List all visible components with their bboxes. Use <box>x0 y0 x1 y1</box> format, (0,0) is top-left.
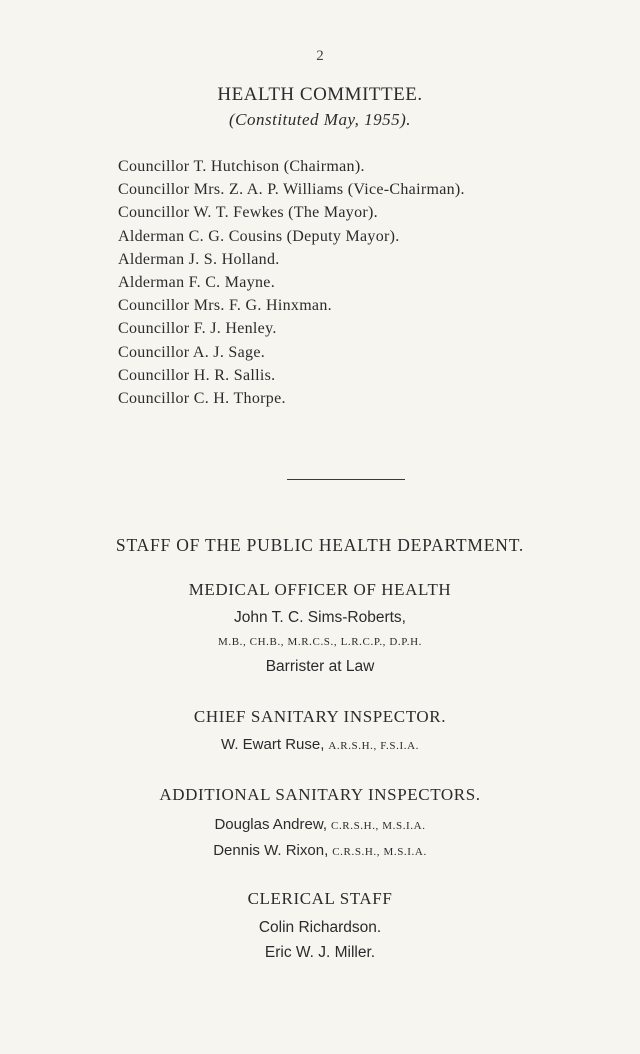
clerical-person: Colin Richardson. <box>258 919 382 936</box>
list-item: Alderman J. S. Holland. <box>118 250 280 268</box>
list-item: Councillor Mrs. F. G. Hinxman. <box>118 297 332 315</box>
list-item: Councillor W. T. Fewkes (The Mayor). <box>118 204 378 222</box>
moh-qualifications: M.B., CH.B., M.R.C.S., L.R.C.P., D.P.H. <box>217 636 423 648</box>
section-divider <box>287 479 405 480</box>
committee-members-list <box>118 155 465 410</box>
list-item: Alderman F. C. Mayne. <box>118 273 275 291</box>
inspector-name: Douglas Andrew, <box>214 816 328 833</box>
inspector-qualifications: C.R.S.H., M.S.I.A. <box>331 820 426 832</box>
chief-inspector-qualifications: A.R.S.H., F.S.I.A. <box>328 740 419 752</box>
inspector-line <box>0 842 640 860</box>
additional-inspectors-heading: ADDITIONAL SANITARY INSPECTORS. <box>159 785 481 804</box>
chief-inspector-line <box>0 736 640 754</box>
clerical-heading: CLERICAL STAFF <box>247 889 393 908</box>
chief-inspector-heading: CHIEF SANITARY INSPECTOR. <box>193 707 447 726</box>
chief-inspector-name: W. Ewart Ruse, <box>221 736 325 753</box>
committee-title: HEALTH COMMITTEE. <box>217 84 423 105</box>
list-item: Alderman C. G. Cousins (Deputy Mayor). <box>118 227 400 245</box>
inspector-line <box>0 816 640 834</box>
list-item: Councillor Mrs. Z. A. P. Williams (Vice-Chairman). <box>118 181 465 199</box>
list-item: Councillor T. Hutchison (Chairman). <box>118 158 365 175</box>
moh-heading: MEDICAL OFFICER OF HEALTH <box>188 580 452 599</box>
inspector-name: Dennis W. Rixon, <box>213 842 329 859</box>
page-number: 2 <box>316 48 324 64</box>
list-item: Councillor C. H. Thorpe. <box>118 389 286 407</box>
committee-constituted: (Constituted May, 1955). <box>229 110 411 129</box>
clerical-person: Eric W. J. Miller. <box>264 944 376 961</box>
inspector-qualifications: C.R.S.H., M.S.I.A. <box>332 846 427 858</box>
list-item: Councillor H. R. Sallis. <box>118 366 276 384</box>
moh-note: Barrister at Law <box>265 658 375 675</box>
list-item: Councillor A. J. Sage. <box>118 343 266 361</box>
staff-title: STAFF OF THE PUBLIC HEALTH DEPARTMENT. <box>115 535 525 555</box>
list-item: Councillor F. J. Henley. <box>118 320 277 338</box>
moh-name: John T. C. Sims-Roberts, <box>234 609 406 626</box>
